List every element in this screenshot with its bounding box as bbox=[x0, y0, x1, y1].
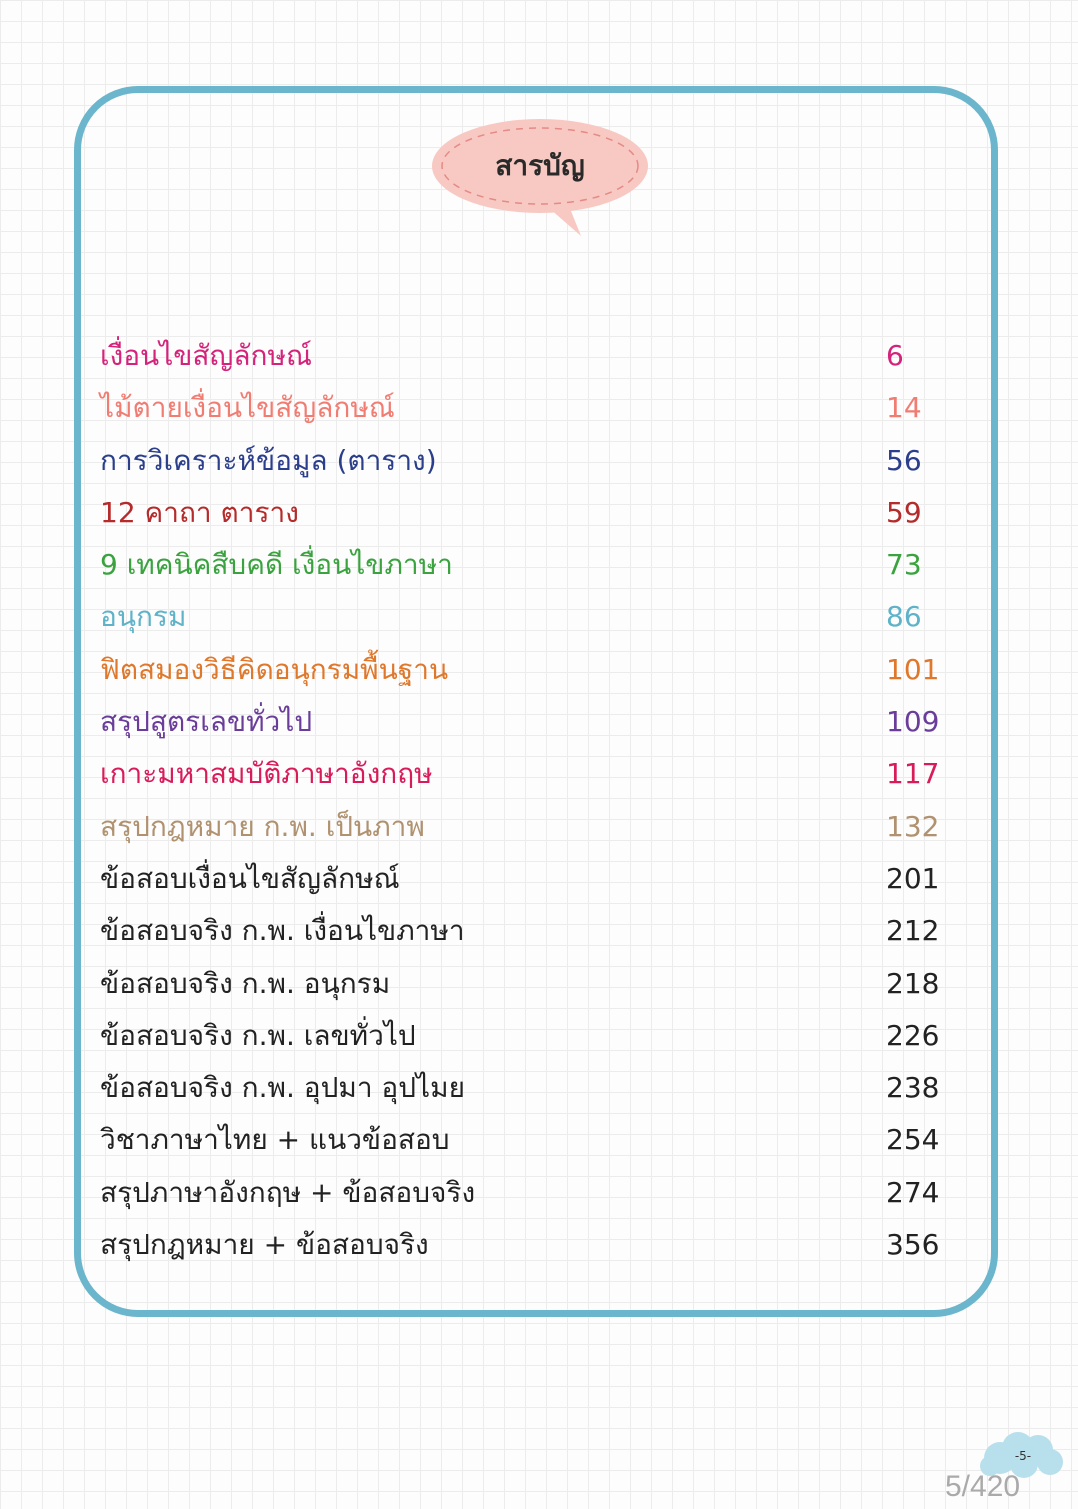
toc-entry-label: ข้อสอบจริง ก.พ. อนุกรม bbox=[100, 966, 391, 1000]
toc-entry-page: 73 bbox=[886, 548, 922, 582]
toc-entry-label: สรุปภาษาอังกฤษ + ข้อสอบจริง bbox=[100, 1175, 476, 1209]
toc-entry-page: 274 bbox=[886, 1175, 940, 1209]
toc-entry[interactable] bbox=[100, 382, 950, 434]
toc-entry-page: 109 bbox=[886, 705, 940, 739]
table-of-contents bbox=[100, 330, 950, 1271]
toc-entry-page: 6 bbox=[886, 339, 904, 372]
toc-entry[interactable] bbox=[100, 591, 950, 643]
toc-entry-label: ไม้ตายเงื่อนไขสัญลักษณ์ bbox=[100, 391, 395, 425]
toc-entry-label: 9 เทคนิคสืบคดี เงื่อนไขภาษา bbox=[100, 548, 453, 582]
toc-entry-page: 218 bbox=[886, 966, 940, 1000]
toc-entry[interactable] bbox=[100, 1114, 950, 1166]
toc-entry[interactable] bbox=[100, 1010, 950, 1062]
toc-entry-label: 12 คาถา ตาราง bbox=[100, 495, 299, 529]
toc-entry[interactable] bbox=[100, 1062, 950, 1114]
toc-entry[interactable] bbox=[100, 801, 950, 853]
toc-entry-label: เงื่อนไขสัญลักษณ์ bbox=[100, 339, 312, 372]
toc-entry-page: 86 bbox=[886, 600, 922, 634]
toc-entry[interactable] bbox=[100, 644, 950, 696]
page-title: สารบัญ bbox=[495, 149, 585, 182]
toc-entry-label: ข้อสอบจริง ก.พ. อุปมา อุปไมย bbox=[100, 1071, 465, 1105]
toc-entry[interactable] bbox=[100, 958, 950, 1010]
title-speech-bubble bbox=[431, 118, 649, 214]
toc-entry[interactable] bbox=[100, 905, 950, 957]
toc-entry-label: วิชาภาษาไทย + แนวข้อสอบ bbox=[100, 1123, 450, 1157]
toc-entry-label: ข้อสอบจริง ก.พ. เงื่อนไขภาษา bbox=[100, 914, 465, 948]
toc-entry-page: 59 bbox=[886, 495, 922, 529]
toc-entry[interactable] bbox=[100, 330, 950, 382]
toc-entry-label: ฟิตสมองวิธีคิดอนุกรมพื้นฐาน bbox=[100, 652, 449, 686]
page-number: -5- bbox=[1014, 1449, 1032, 1463]
toc-entry[interactable] bbox=[100, 435, 950, 487]
toc-entry-page: 254 bbox=[886, 1123, 940, 1157]
toc-entry-label: ข้อสอบจริง ก.พ. เลขทั่วไป bbox=[100, 1018, 416, 1052]
toc-entry[interactable] bbox=[100, 696, 950, 748]
toc-entry-page: 356 bbox=[886, 1228, 940, 1262]
toc-entry-page: 56 bbox=[886, 443, 922, 477]
toc-entry[interactable] bbox=[100, 539, 950, 591]
page-counter: 5/420 bbox=[945, 1470, 1021, 1503]
toc-entry-label: ข้อสอบเงื่อนไขสัญลักษณ์ bbox=[100, 861, 400, 895]
toc-entry-label: สรุปกฎหมาย + ข้อสอบจริง bbox=[100, 1228, 429, 1262]
toc-entry-label: อนุกรม bbox=[100, 600, 187, 634]
toc-entry[interactable] bbox=[100, 748, 950, 800]
toc-entry[interactable] bbox=[100, 487, 950, 539]
toc-entry-page: 212 bbox=[886, 914, 940, 948]
toc-entry-page: 132 bbox=[886, 809, 940, 843]
toc-entry-page: 101 bbox=[886, 652, 940, 686]
toc-entry-label: สรุปกฎหมาย ก.พ. เป็นภาพ bbox=[100, 809, 425, 843]
toc-entry[interactable] bbox=[100, 1167, 950, 1219]
toc-entry-page: 226 bbox=[886, 1018, 940, 1052]
toc-entry-page: 117 bbox=[886, 757, 940, 791]
toc-entry-label: สรุปสูตรเลขทั่วไป bbox=[100, 705, 313, 739]
toc-entry-page: 201 bbox=[886, 861, 940, 895]
toc-entry[interactable] bbox=[100, 1219, 950, 1271]
toc-entry[interactable] bbox=[100, 853, 950, 905]
toc-entry-page: 238 bbox=[886, 1071, 940, 1105]
toc-entry-label: เกาะมหาสมบัติภาษาอังกฤษ bbox=[100, 757, 433, 791]
toc-entry-label: การวิเคราะห์ข้อมูล (ตาราง) bbox=[100, 443, 437, 477]
toc-entry-page: 14 bbox=[886, 391, 922, 425]
